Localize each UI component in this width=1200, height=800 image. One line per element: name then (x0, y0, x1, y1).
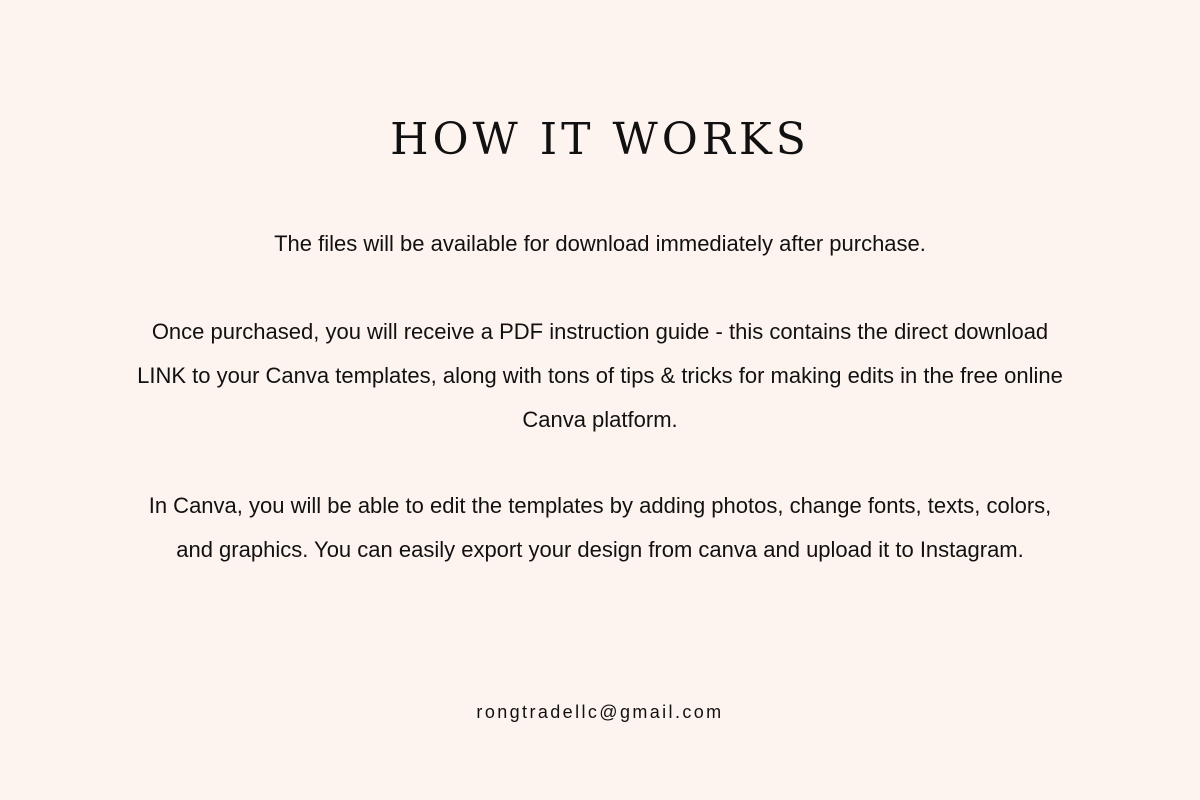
canva-editing-paragraph: In Canva, you will be able to edit the templates by adding photos, change fonts, texts, colors, and graphics. You can easily export your design from canva and upload it to Instagram. (148, 493, 1052, 562)
instruction-guide-paragraph: Once purchased, you will receive a PDF instruction guide - this contains the direct download LINK to your Canva templates, along with tons of tips & tricks for making edits in the free online Canva platform. (137, 319, 1063, 432)
contact-email: rongtradellc@gmail.com (476, 702, 724, 722)
download-availability-paragraph: The files will be available for download immediately after purchase. (274, 231, 926, 256)
page-title: HOW IT WORKS (390, 114, 810, 165)
